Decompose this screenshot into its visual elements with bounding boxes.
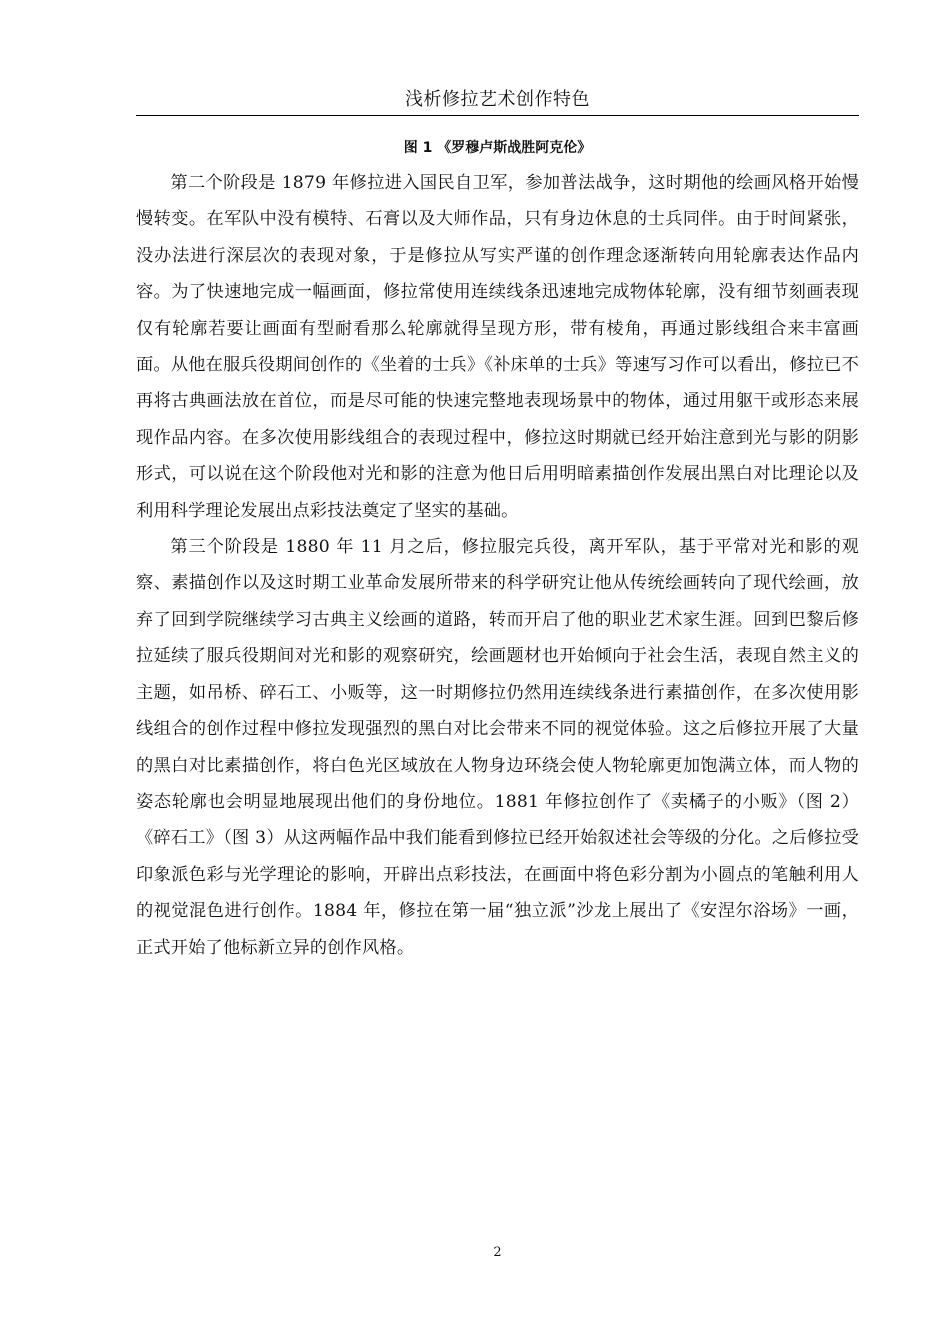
paragraph-stage-three: 第三个阶段是 1880 年 11 月之后，修拉服完兵役，离开军队，基于平常对光和影的观察、素描创作以及这时期工业革命发展所带来的科学研究让他从传统绘画转向了现代绘画，放弃了回到学院继续学习古典主义绘画的道路，转而开启了他的职业艺术家生涯。回到巴黎后修拉延续了服兵役期间对光和影的观察研究，绘画题材也开始倾向于社会生活，表现自然主义的主题，如吊桥、碎石工、小贩等，这一时期修拉仍然用连续线条进行素描创作，在多次使用影线组合的创作过程中修拉发现强烈的黑白对比会带来不同的视觉体验。这之后修拉开展了大量的黑白对比素描创作，将白色光区域放在人物身边环绕会使人物轮廓更加饱满立体，而人物的姿态轮廓也会明显地展现出他们的身份地位。1881 年修拉创作了《卖橘子的小贩》（图 2）《碎石工》（图 3）从这两幅作品中我们能看到修拉已经开始叙述社会等级的分化。之后修拉受印象派色彩与光学理论的影响，开辟出点彩技法，在画面中将色彩分割为小圆点的笔触利用人的视觉混色进行创作。1884 年，修拉在第一届“独立派”沙龙上展出了《安涅尔浴场》一画，正式开始了他标新立异的创作风格。	[136, 537, 859, 958]
body-text	[136, 165, 859, 966]
page-number: 2	[493, 1245, 502, 1260]
figure-caption: 图 1 《罗穆卢斯战胜阿克伦》	[403, 140, 592, 156]
header-divider	[136, 115, 859, 116]
running-header-title: 浅析修拉艺术创作特色	[405, 89, 590, 110]
paragraph-stage-two: 第二个阶段是 1879 年修拉进入国民自卫军，参加普法战争，这时期他的绘画风格开始慢慢转变。在军队中没有模特、石膏以及大师作品，只有身边休息的士兵同伴。由于时间紧张，没办法进行深层次的表现对象，于是修拉从写实严谨的创作理念逐渐转向用轮廓表达作品内容。为了快速地完成一幅画面，修拉常使用连续线条迅速地完成物体轮廓，没有细节刻画表现仅有轮廓若要让画面有型耐看那么轮廓就得呈现方形，带有棱角，再通过影线组合来丰富画面。从他在服兵役期间创作的《坐着的士兵》《补床单的士兵》等速写习作可以看出，修拉已不再将古典画法放在首位，而是尽可能的快速完整地表现场景中的物体，通过用躯干或形态来展现作品内容。在多次使用影线组合的表现过程中，修拉这时期就已经开始注意到光与影的阴影形式，可以说在这个阶段他对光和影的注意为他日后用明暗素描创作发展出黑白对比理论以及利用科学理论发展出点彩技法奠定了坚实的基础。	[136, 173, 859, 521]
